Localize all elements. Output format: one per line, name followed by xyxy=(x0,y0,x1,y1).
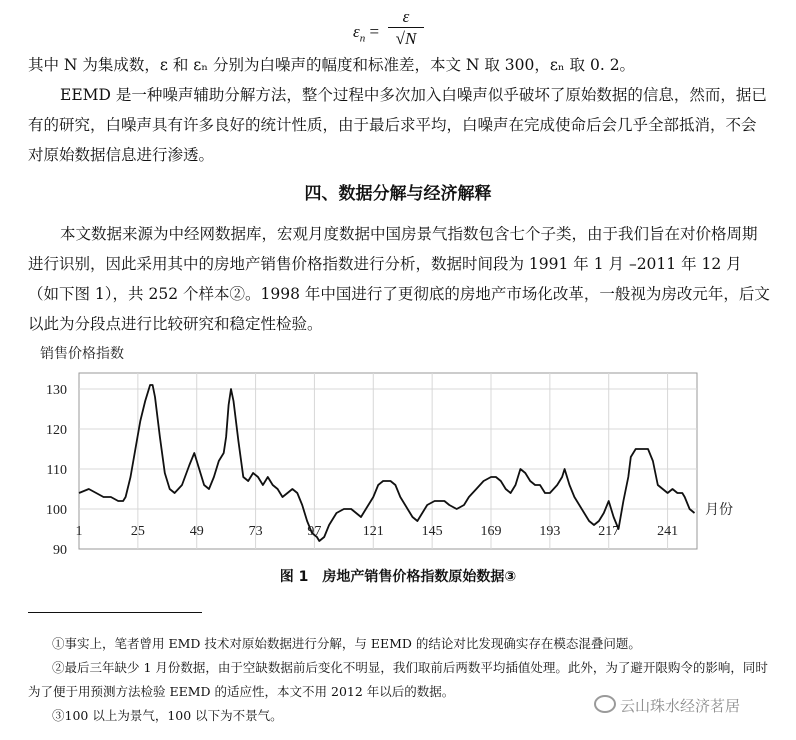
x-tick-label: 169 xyxy=(480,524,502,539)
x-axis-label: 月份 xyxy=(705,503,733,518)
watermark xyxy=(594,695,740,716)
paragraph-1: 其中 N 为集成数，ε 和 εₙ 分别为白噪声的幅度和标准差，本文 N 取 300，εₙ 取 0. 2。 xyxy=(28,56,636,74)
formula-lhs: $\varepsilon_n$ = xyxy=(353,22,380,45)
footnote-rule xyxy=(28,612,202,613)
x-tick-label: 49 xyxy=(189,524,204,539)
watermark-text: 云山珠水经济茗居 xyxy=(620,697,741,715)
paragraph-2: EEMD 是一种噪声辅助分解方法，整个过程中多次加入白噪声似乎破坏了原始数据的信息，然而，据已有的研究，白噪声具有许多良好的统计性质，由于最后求平均，白噪声在完成使命后会几乎全部抵消，不会对原始数据信息进行渗透。 xyxy=(28,86,767,164)
y-tick-label: 130 xyxy=(46,383,67,398)
line-chart xyxy=(0,342,796,590)
x-tick-label: 73 xyxy=(248,524,263,539)
section-heading: 四、数据分解与经济解释 xyxy=(304,184,492,204)
figure-1 xyxy=(0,342,796,590)
formula-numerator: ε xyxy=(402,7,410,26)
plot-area-frame xyxy=(79,373,697,549)
footnote-3: ③100 以上为景气，100 以下为不景气。 xyxy=(52,708,283,723)
footnote-1: ①事实上，笔者曾用 EMD 技术对原始数据进行分解，与 EEMD 的结论对比发现确实存在模态混叠问题。 xyxy=(52,636,641,651)
formula-fraction xyxy=(388,8,424,49)
y-tick-label: 100 xyxy=(46,503,67,518)
series-line xyxy=(79,385,695,541)
figure-caption: 图 1 房地产销售价格指数原始数据③ xyxy=(279,569,517,585)
y-axis-label: 销售价格指数 xyxy=(40,347,124,362)
formula-denominator: √N xyxy=(395,29,417,48)
x-tick-label: 1 xyxy=(75,524,83,539)
x-tick-label: 25 xyxy=(130,524,145,539)
x-tick-label: 241 xyxy=(657,524,679,539)
x-tick-label: 145 xyxy=(421,524,443,539)
x-tick-label: 193 xyxy=(539,524,561,539)
y-tick-label: 110 xyxy=(46,463,67,478)
x-tick-label: 217 xyxy=(598,524,620,539)
footnote-2: ②最后三年缺少 1 月份数据，由于空缺数据前后变化不明显，我们取前后两数平均插值处理。此外，为了避开限购令的影响，同时为了便于用预测方法检验 EEMD 的适应性，本文不用 2012 年以后的数据。 xyxy=(28,660,768,699)
y-tick-label: 90 xyxy=(53,543,67,558)
x-tick-label: 97 xyxy=(307,524,322,539)
x-tick-label: 121 xyxy=(362,524,384,539)
wechat-icon xyxy=(594,695,616,713)
paragraph-3: 本文数据来源为中经网数据库，宏观月度数据中国房景气指数包含七个子类，由于我们旨在对价格周期进行识别，因此采用其中的房地产销售价格指数进行分析，数据时间段为 1991 年 1 月 –2011 年 12 月（如下图 1），共 252 个样本②。1998 年中国进行了更彻底的房地产市场化改革，一般视为房改元年，后文以此为分段点进行比较研究和稳定性检验。 xyxy=(28,225,770,333)
y-tick-label: 120 xyxy=(46,423,67,438)
